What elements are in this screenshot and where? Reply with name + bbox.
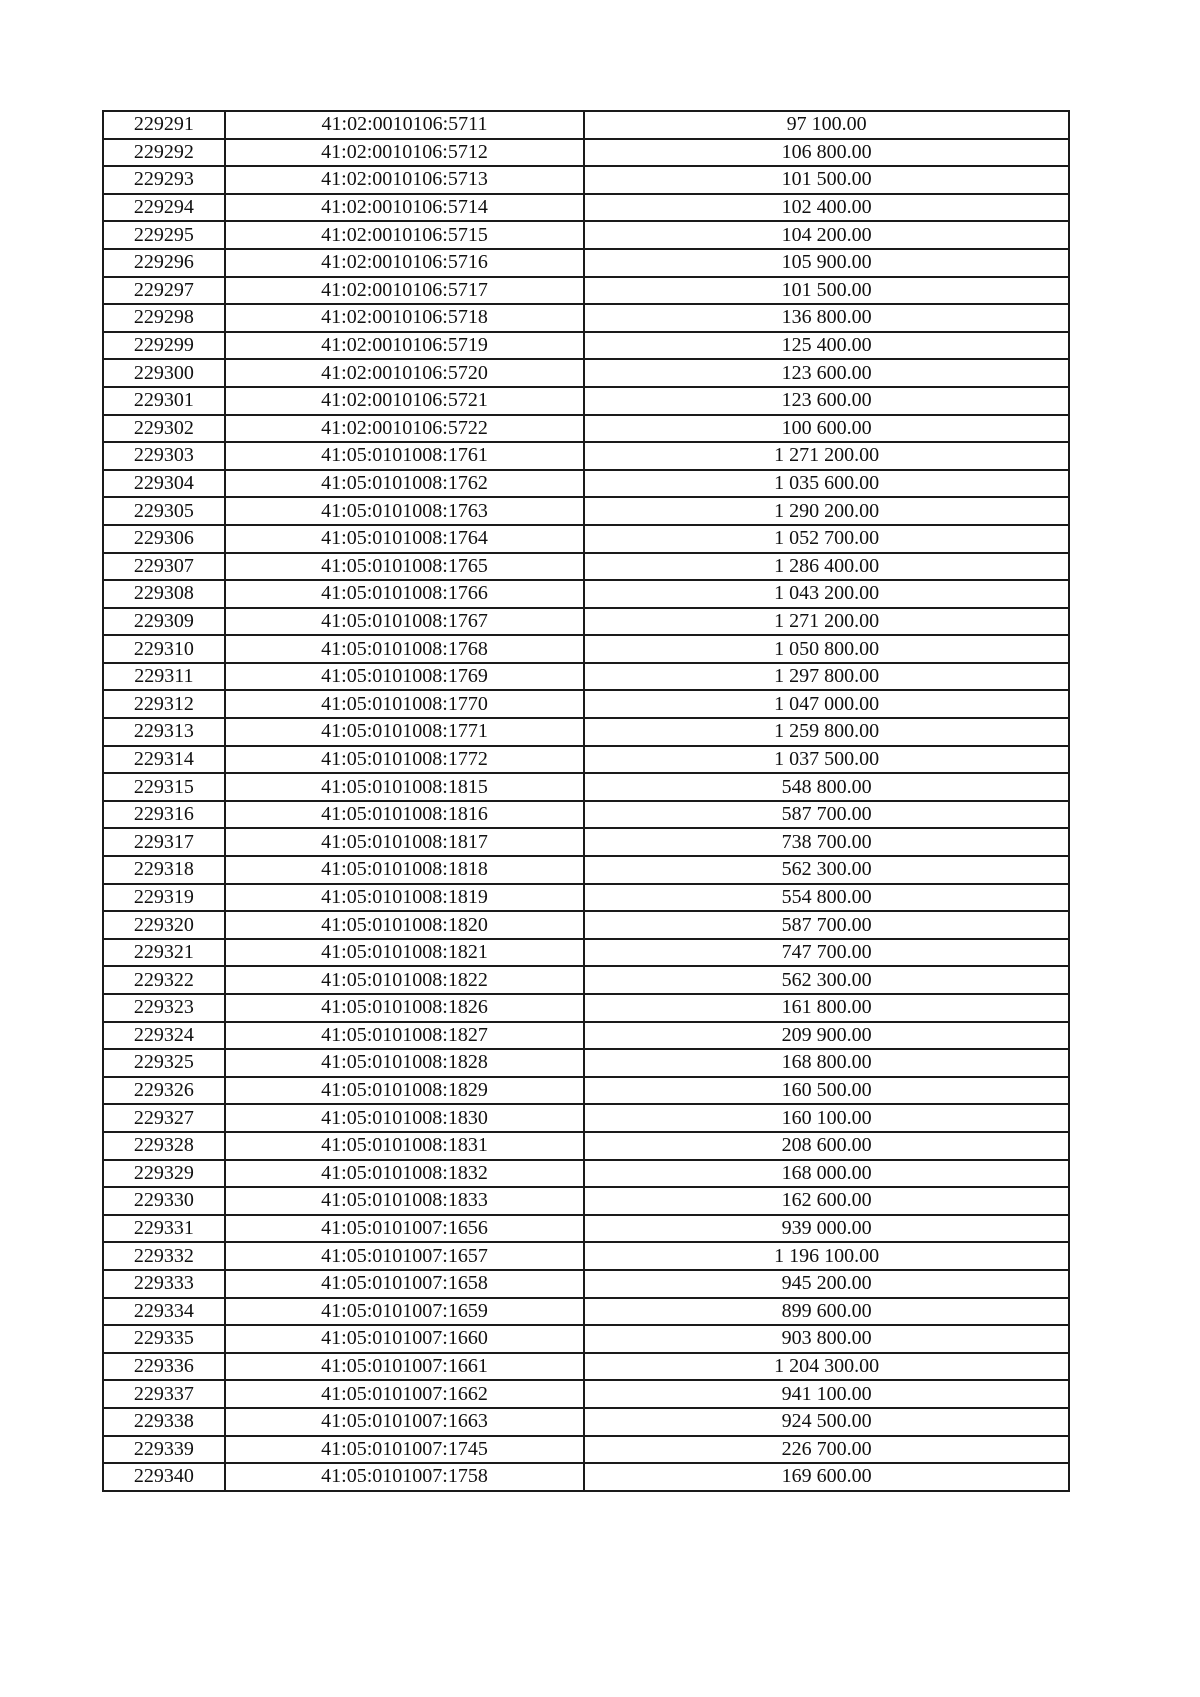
- cadastral-value-cell: 1 259 800.00: [584, 718, 1069, 746]
- cadastral-number-cell: 41:02:0010106:5722: [225, 415, 584, 443]
- row-number-cell: 229300: [103, 359, 225, 387]
- cadastral-number-cell: 41:05:0101008:1764: [225, 525, 584, 553]
- cadastral-value-cell: 1 043 200.00: [584, 580, 1069, 608]
- table-row: [103, 1049, 1069, 1077]
- cadastral-number-cell: 41:05:0101007:1663: [225, 1408, 584, 1436]
- row-number-cell: 229299: [103, 332, 225, 360]
- table-row: [103, 332, 1069, 360]
- table-row: [103, 359, 1069, 387]
- cadastral-value-cell: 136 800.00: [584, 304, 1069, 332]
- row-number-cell: 229324: [103, 1022, 225, 1050]
- cadastral-value-cell: 587 700.00: [584, 911, 1069, 939]
- table-row: [103, 387, 1069, 415]
- row-number-cell: 229307: [103, 553, 225, 581]
- row-number-cell: 229293: [103, 166, 225, 194]
- cadastral-value-cell: 903 800.00: [584, 1325, 1069, 1353]
- table-row: [103, 994, 1069, 1022]
- row-number-cell: 229306: [103, 525, 225, 553]
- row-number-cell: 229303: [103, 442, 225, 470]
- cadastral-number-cell: 41:05:0101008:1762: [225, 470, 584, 498]
- cadastral-number-cell: 41:05:0101008:1763: [225, 497, 584, 525]
- cadastral-number-cell: 41:05:0101008:1833: [225, 1187, 584, 1215]
- table-row: [103, 690, 1069, 718]
- cadastral-number-cell: 41:02:0010106:5715: [225, 221, 584, 249]
- cadastral-value-cell: 587 700.00: [584, 801, 1069, 829]
- cadastral-number-cell: 41:02:0010106:5720: [225, 359, 584, 387]
- cadastral-number-cell: 41:05:0101008:1822: [225, 966, 584, 994]
- cadastral-value-cell: 562 300.00: [584, 966, 1069, 994]
- row-number-cell: 229334: [103, 1298, 225, 1326]
- cadastral-number-cell: 41:05:0101008:1819: [225, 884, 584, 912]
- cadastral-number-cell: 41:05:0101008:1820: [225, 911, 584, 939]
- cadastral-value-cell: 226 700.00: [584, 1436, 1069, 1464]
- row-number-cell: 229308: [103, 580, 225, 608]
- cadastral-number-cell: 41:05:0101008:1772: [225, 746, 584, 774]
- row-number-cell: 229314: [103, 746, 225, 774]
- row-number-cell: 229294: [103, 194, 225, 222]
- cadastral-value-cell: 924 500.00: [584, 1408, 1069, 1436]
- row-number-cell: 229321: [103, 939, 225, 967]
- cadastral-number-cell: 41:05:0101008:1821: [225, 939, 584, 967]
- table-row: [103, 911, 1069, 939]
- cadastral-value-cell: 1 271 200.00: [584, 608, 1069, 636]
- cadastral-number-cell: 41:05:0101008:1828: [225, 1049, 584, 1077]
- cadastral-number-cell: 41:05:0101008:1831: [225, 1132, 584, 1160]
- cadastral-number-cell: 41:05:0101008:1769: [225, 663, 584, 691]
- table-row: [103, 1132, 1069, 1160]
- table-row: [103, 1298, 1069, 1326]
- table-row: [103, 1436, 1069, 1464]
- row-number-cell: 229316: [103, 801, 225, 829]
- table-row: [103, 1104, 1069, 1132]
- cadastral-number-cell: 41:05:0101008:1761: [225, 442, 584, 470]
- row-number-cell: 229340: [103, 1463, 225, 1491]
- row-number-cell: 229339: [103, 1436, 225, 1464]
- cadastral-value-cell: 160 500.00: [584, 1077, 1069, 1105]
- cadastral-number-cell: 41:05:0101008:1832: [225, 1160, 584, 1188]
- row-number-cell: 229323: [103, 994, 225, 1022]
- cadastral-number-cell: 41:02:0010106:5711: [225, 111, 584, 139]
- cadastral-value-cell: 104 200.00: [584, 221, 1069, 249]
- cadastral-value-cell: 105 900.00: [584, 249, 1069, 277]
- table-row: [103, 1325, 1069, 1353]
- cadastral-value-cell: 123 600.00: [584, 359, 1069, 387]
- cadastral-number-cell: 41:05:0101007:1660: [225, 1325, 584, 1353]
- cadastral-value-cell: 747 700.00: [584, 939, 1069, 967]
- cadastral-number-cell: 41:05:0101008:1816: [225, 801, 584, 829]
- cadastral-number-cell: 41:02:0010106:5712: [225, 139, 584, 167]
- cadastral-number-cell: 41:05:0101007:1745: [225, 1436, 584, 1464]
- cadastral-value-cell: 161 800.00: [584, 994, 1069, 1022]
- cadastral-value-cell: 1 297 800.00: [584, 663, 1069, 691]
- cadastral-value-cell: 939 000.00: [584, 1215, 1069, 1243]
- table-row: [103, 828, 1069, 856]
- table-row: [103, 1022, 1069, 1050]
- cadastral-value-cell: 169 600.00: [584, 1463, 1069, 1491]
- table-row: [103, 746, 1069, 774]
- row-number-cell: 229325: [103, 1049, 225, 1077]
- cadastral-value-cell: 1 050 800.00: [584, 635, 1069, 663]
- table-row: [103, 194, 1069, 222]
- row-number-cell: 229338: [103, 1408, 225, 1436]
- row-number-cell: 229333: [103, 1270, 225, 1298]
- cadastral-number-cell: 41:05:0101007:1661: [225, 1353, 584, 1381]
- table-row: [103, 801, 1069, 829]
- row-number-cell: 229313: [103, 718, 225, 746]
- cadastral-number-cell: 41:05:0101008:1829: [225, 1077, 584, 1105]
- cadastral-value-cell: 97 100.00: [584, 111, 1069, 139]
- table-row: [103, 1215, 1069, 1243]
- cadastral-value-cell: 101 500.00: [584, 166, 1069, 194]
- row-number-cell: 229330: [103, 1187, 225, 1215]
- cadastral-value-cell: 1 035 600.00: [584, 470, 1069, 498]
- table-row: [103, 1380, 1069, 1408]
- cadastral-number-cell: 41:05:0101008:1771: [225, 718, 584, 746]
- cadastral-value-cell: 1 271 200.00: [584, 442, 1069, 470]
- table-row: [103, 304, 1069, 332]
- cadastral-value-cell: 1 286 400.00: [584, 553, 1069, 581]
- cadastral-number-cell: 41:05:0101008:1768: [225, 635, 584, 663]
- table-row: [103, 608, 1069, 636]
- cadastral-number-cell: 41:05:0101007:1662: [225, 1380, 584, 1408]
- table-row: [103, 249, 1069, 277]
- cadastral-number-cell: 41:05:0101007:1658: [225, 1270, 584, 1298]
- row-number-cell: 229318: [103, 856, 225, 884]
- cadastral-number-cell: 41:05:0101008:1765: [225, 553, 584, 581]
- cadastral-number-cell: 41:02:0010106:5719: [225, 332, 584, 360]
- row-number-cell: 229304: [103, 470, 225, 498]
- cadastral-number-cell: 41:05:0101008:1830: [225, 1104, 584, 1132]
- cadastral-value-cell: 123 600.00: [584, 387, 1069, 415]
- table-row: [103, 856, 1069, 884]
- table-row: [103, 1270, 1069, 1298]
- cadastral-number-cell: 41:05:0101007:1659: [225, 1298, 584, 1326]
- table-row: [103, 773, 1069, 801]
- row-number-cell: 229295: [103, 221, 225, 249]
- cadastral-value-cell: 554 800.00: [584, 884, 1069, 912]
- row-number-cell: 229322: [103, 966, 225, 994]
- cadastral-value-cell: 738 700.00: [584, 828, 1069, 856]
- table-row: [103, 442, 1069, 470]
- row-number-cell: 229301: [103, 387, 225, 415]
- table-row: [103, 939, 1069, 967]
- row-number-cell: 229335: [103, 1325, 225, 1353]
- table-row: [103, 884, 1069, 912]
- cadastral-value-cell: 209 900.00: [584, 1022, 1069, 1050]
- cadastral-number-cell: 41:05:0101008:1815: [225, 773, 584, 801]
- cadastral-number-cell: 41:05:0101008:1766: [225, 580, 584, 608]
- table-row: [103, 635, 1069, 663]
- table-row: [103, 1408, 1069, 1436]
- row-number-cell: 229331: [103, 1215, 225, 1243]
- cadastral-value-cell: 562 300.00: [584, 856, 1069, 884]
- cadastral-number-cell: 41:02:0010106:5718: [225, 304, 584, 332]
- row-number-cell: 229315: [103, 773, 225, 801]
- cadastral-value-cell: 548 800.00: [584, 773, 1069, 801]
- cadastral-number-cell: 41:02:0010106:5713: [225, 166, 584, 194]
- cadastral-number-cell: 41:05:0101007:1656: [225, 1215, 584, 1243]
- row-number-cell: 229312: [103, 690, 225, 718]
- table-row: [103, 415, 1069, 443]
- cadastral-value-cell: 941 100.00: [584, 1380, 1069, 1408]
- table-row: [103, 1187, 1069, 1215]
- table-row: [103, 1463, 1069, 1491]
- cadastral-number-cell: 41:05:0101007:1657: [225, 1242, 584, 1270]
- row-number-cell: 229320: [103, 911, 225, 939]
- cadastral-value-cell: 162 600.00: [584, 1187, 1069, 1215]
- row-number-cell: 229309: [103, 608, 225, 636]
- table-row: [103, 1077, 1069, 1105]
- table-row: [103, 139, 1069, 167]
- table-row: [103, 663, 1069, 691]
- table-row: [103, 718, 1069, 746]
- row-number-cell: 229291: [103, 111, 225, 139]
- row-number-cell: 229337: [103, 1380, 225, 1408]
- cadastral-value-table: [102, 110, 1070, 1492]
- row-number-cell: 229336: [103, 1353, 225, 1381]
- cadastral-number-cell: 41:02:0010106:5721: [225, 387, 584, 415]
- table-row: [103, 497, 1069, 525]
- row-number-cell: 229319: [103, 884, 225, 912]
- cadastral-number-cell: 41:05:0101007:1758: [225, 1463, 584, 1491]
- row-number-cell: 229296: [103, 249, 225, 277]
- row-number-cell: 229327: [103, 1104, 225, 1132]
- row-number-cell: 229310: [103, 635, 225, 663]
- row-number-cell: 229332: [103, 1242, 225, 1270]
- row-number-cell: 229302: [103, 415, 225, 443]
- table-row: [103, 1242, 1069, 1270]
- cadastral-value-cell: 168 800.00: [584, 1049, 1069, 1077]
- cadastral-number-cell: 41:02:0010106:5714: [225, 194, 584, 222]
- cadastral-number-cell: 41:02:0010106:5717: [225, 277, 584, 305]
- row-number-cell: 229317: [103, 828, 225, 856]
- cadastral-value-cell: 1 047 000.00: [584, 690, 1069, 718]
- cadastral-value-cell: 945 200.00: [584, 1270, 1069, 1298]
- cadastral-number-cell: 41:05:0101008:1818: [225, 856, 584, 884]
- cadastral-value-cell: 160 100.00: [584, 1104, 1069, 1132]
- cadastral-number-cell: 41:05:0101008:1767: [225, 608, 584, 636]
- cadastral-value-cell: 101 500.00: [584, 277, 1069, 305]
- row-number-cell: 229328: [103, 1132, 225, 1160]
- cadastral-value-cell: 1 204 300.00: [584, 1353, 1069, 1381]
- table-body: [103, 111, 1069, 1491]
- table-row: [103, 553, 1069, 581]
- row-number-cell: 229298: [103, 304, 225, 332]
- cadastral-number-cell: 41:05:0101008:1827: [225, 1022, 584, 1050]
- cadastral-value-cell: 168 000.00: [584, 1160, 1069, 1188]
- row-number-cell: 229326: [103, 1077, 225, 1105]
- table-row: [103, 221, 1069, 249]
- row-number-cell: 229329: [103, 1160, 225, 1188]
- table-row: [103, 111, 1069, 139]
- row-number-cell: 229311: [103, 663, 225, 691]
- row-number-cell: 229297: [103, 277, 225, 305]
- cadastral-value-cell: 100 600.00: [584, 415, 1069, 443]
- table-row: [103, 470, 1069, 498]
- cadastral-value-cell: 102 400.00: [584, 194, 1069, 222]
- cadastral-value-cell: 899 600.00: [584, 1298, 1069, 1326]
- cadastral-value-cell: 1 037 500.00: [584, 746, 1069, 774]
- cadastral-number-cell: 41:02:0010106:5716: [225, 249, 584, 277]
- cadastral-value-cell: 106 800.00: [584, 139, 1069, 167]
- row-number-cell: 229292: [103, 139, 225, 167]
- cadastral-number-cell: 41:05:0101008:1770: [225, 690, 584, 718]
- table-row: [103, 1353, 1069, 1381]
- table-row: [103, 580, 1069, 608]
- cadastral-value-cell: 125 400.00: [584, 332, 1069, 360]
- row-number-cell: 229305: [103, 497, 225, 525]
- cadastral-number-cell: 41:05:0101008:1817: [225, 828, 584, 856]
- cadastral-number-cell: 41:05:0101008:1826: [225, 994, 584, 1022]
- table-row: [103, 966, 1069, 994]
- table-row: [103, 166, 1069, 194]
- table-row: [103, 1160, 1069, 1188]
- cadastral-value-cell: 1 196 100.00: [584, 1242, 1069, 1270]
- cadastral-value-cell: 208 600.00: [584, 1132, 1069, 1160]
- cadastral-value-cell: 1 052 700.00: [584, 525, 1069, 553]
- table-row: [103, 277, 1069, 305]
- table-row: [103, 525, 1069, 553]
- cadastral-value-cell: 1 290 200.00: [584, 497, 1069, 525]
